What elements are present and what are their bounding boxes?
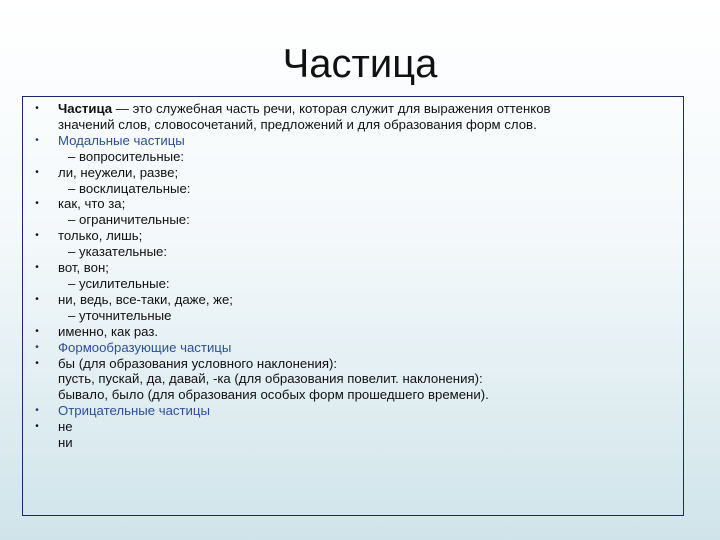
bullet-text (58, 228, 142, 243)
line-text: именно, как раз. (58, 323, 159, 339)
line-text: ни (58, 435, 73, 451)
bullet-icon: • (35, 103, 39, 114)
line-text: бы (для образования условного наклонения): (58, 355, 338, 371)
bullet-text (58, 276, 170, 291)
bullet-text (58, 324, 158, 339)
bullet-text (58, 403, 210, 418)
line-text: – вопросительные: (68, 148, 185, 164)
bullet-line (23, 165, 551, 181)
bullet-text (58, 292, 233, 307)
bullet-text (58, 117, 537, 132)
bullet-icon: • (35, 325, 39, 337)
bullet-line (23, 101, 551, 117)
bullet-line (23, 196, 551, 212)
bullet-line (23, 324, 551, 340)
bullet-icon: • (35, 341, 39, 353)
bullet-text (58, 371, 483, 386)
bullet-line (23, 260, 551, 276)
bullet-text (58, 181, 190, 196)
bullet-line (23, 212, 551, 228)
bullet-line (23, 371, 551, 387)
line-text: Формообразующие частицы (58, 339, 232, 355)
content-panel (22, 96, 684, 516)
bullet-icon: • (35, 293, 39, 305)
bullet-icon: • (35, 134, 39, 146)
bullet-text (58, 212, 190, 227)
bullet-text (58, 387, 489, 402)
line-text: Отрицательные частицы (58, 403, 210, 419)
line-text: Модальные частицы (58, 132, 185, 148)
bullet-line (23, 292, 551, 308)
bullet-line (23, 308, 551, 324)
line-text: – уточнительные (68, 307, 172, 323)
bullet-line (23, 181, 551, 197)
bullet-icon: • (35, 198, 39, 210)
line-text: бывало, было (для образования особых форм прошедшего времени). (58, 387, 489, 403)
bullet-text (58, 340, 231, 355)
bullet-line (23, 340, 551, 356)
bullet-icon: • (35, 166, 39, 178)
line-text: – усилительные: (68, 275, 170, 291)
bullet-icon: • (35, 357, 39, 369)
line-text: значений слов, словосочетаний, предложений и для образования форм слов. (58, 116, 537, 132)
bullet-text (58, 244, 167, 259)
bullet-text (58, 149, 184, 164)
line-text: только, лишь; (58, 228, 143, 244)
line-text: – ограничительные: (68, 212, 190, 228)
bullet-line (23, 244, 551, 260)
term-bold: Частица (58, 101, 113, 116)
bullet-line (23, 387, 551, 403)
bullet-line (23, 276, 551, 292)
line-text: пусть, пускай, да, давай, -ка (для образования повелит. наклонения): (58, 371, 483, 387)
bullet-icon: • (35, 230, 39, 242)
bullet-line (23, 133, 551, 149)
line-text: — это служебная часть речи, которая служит для выражения оттенков (112, 101, 551, 116)
bullet-text (58, 419, 73, 434)
bullet-line (23, 356, 551, 372)
bullet-line (23, 403, 551, 419)
bullet-list (23, 101, 551, 451)
bullet-text (58, 435, 73, 450)
slide-title (0, 42, 720, 87)
bullet-text (58, 260, 109, 275)
line-text: ни, ведь, все-таки, даже, же; (58, 291, 233, 307)
line-text: как, что за; (58, 196, 126, 212)
bullet-text (58, 133, 185, 148)
line-text: – указательные: (68, 244, 168, 260)
slide-title-text: Частица (282, 42, 438, 86)
bullet-line (23, 228, 551, 244)
bullet-text (58, 165, 178, 180)
bullet-icon: • (35, 421, 39, 433)
bullet-text (58, 196, 125, 211)
bullet-line (23, 149, 551, 165)
line-text: вот, вон; (58, 260, 109, 276)
bullet-line (23, 117, 551, 133)
line-text: не (58, 419, 73, 435)
bullet-line (23, 419, 551, 435)
bullet-icon: • (35, 262, 39, 274)
line-text: – восклицательные: (68, 180, 191, 196)
line-text: ли, неужели, разве; (58, 164, 179, 180)
bullet-icon: • (35, 405, 39, 417)
bullet-text (58, 308, 172, 323)
bullet-text (58, 101, 551, 116)
bullet-text (58, 356, 337, 371)
bullet-line (23, 435, 551, 451)
